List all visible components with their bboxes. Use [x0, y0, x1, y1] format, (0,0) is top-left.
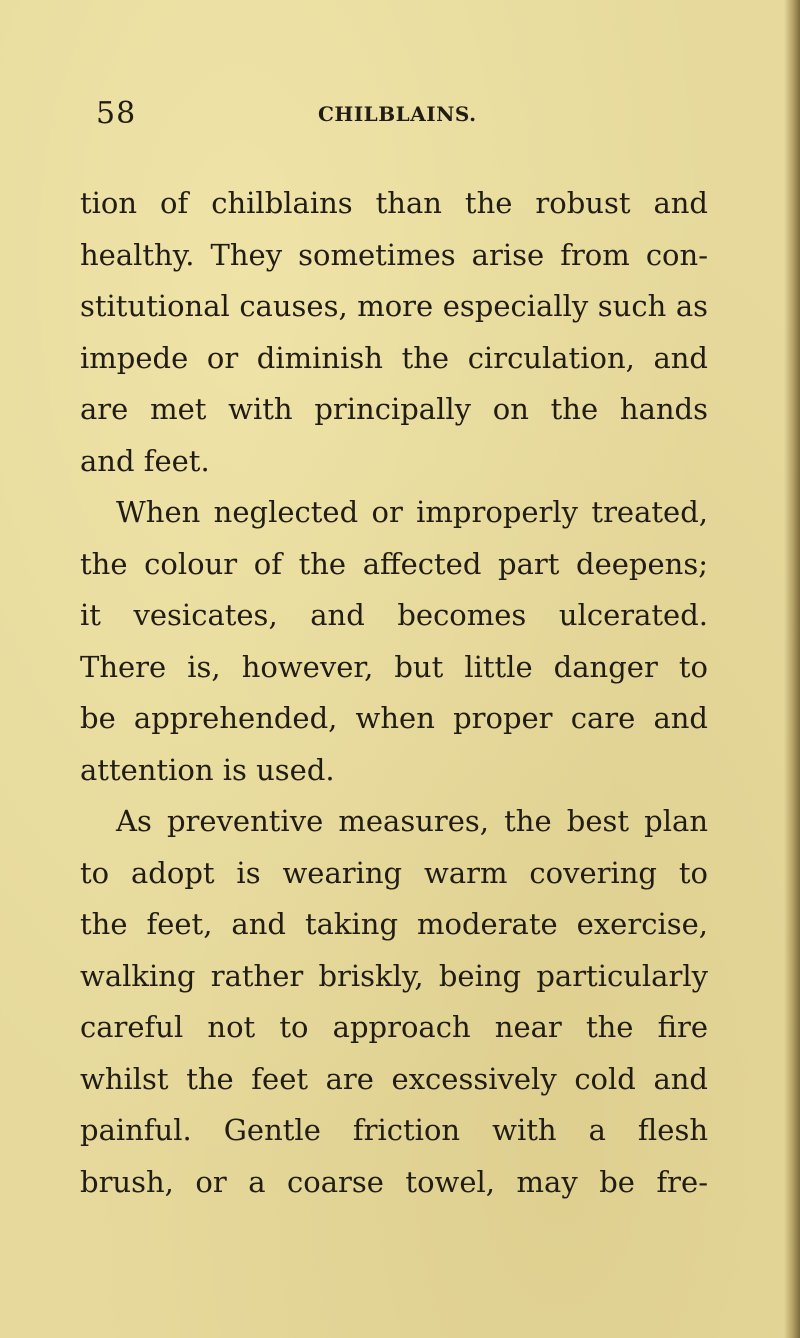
text-line: tion of chilblains than the robust and [80, 186, 708, 220]
body-text [80, 178, 708, 1208]
text-line: careful not to approach near the fire [80, 1010, 708, 1044]
text-line: it vesicates, and becomes ulcerated. [80, 598, 708, 632]
text-line: the colour of the affected part deepens; [80, 546, 708, 581]
running-head: CHILBLAINS. [318, 102, 477, 126]
text-line: whilst the feet are excessively cold and [80, 1061, 708, 1096]
page-edge-shadow [784, 0, 800, 1338]
text-line: walking rather briskly, being particularly [80, 958, 708, 993]
page-header [96, 92, 708, 136]
text-line: painful. Gentle friction with a flesh [80, 1113, 708, 1147]
text-line: to adopt is wearing warm covering to [80, 855, 708, 890]
text-line: are met with principally on the hands [80, 392, 708, 426]
text-line: healthy. They sometimes arise from con- [80, 237, 708, 272]
text-line: and feet. [80, 443, 210, 478]
text-line: brush, or a coarse towel, may be fre- [80, 1164, 708, 1199]
text-line: impede or diminish the circulation, and [80, 340, 708, 375]
text-line: stitutional causes, more especially such as [80, 289, 708, 323]
text-line: As preventive measures, the best plan [116, 804, 708, 838]
page-number: 58 [96, 96, 137, 131]
text-line: There is, however, but little danger to [80, 649, 708, 684]
text-line: be apprehended, when proper care and [80, 701, 708, 735]
text-line: When neglected or improperly treated, [116, 495, 708, 529]
text-line: the feet, and taking moderate exercise, [80, 907, 708, 941]
text-line: attention is used. [80, 752, 335, 787]
